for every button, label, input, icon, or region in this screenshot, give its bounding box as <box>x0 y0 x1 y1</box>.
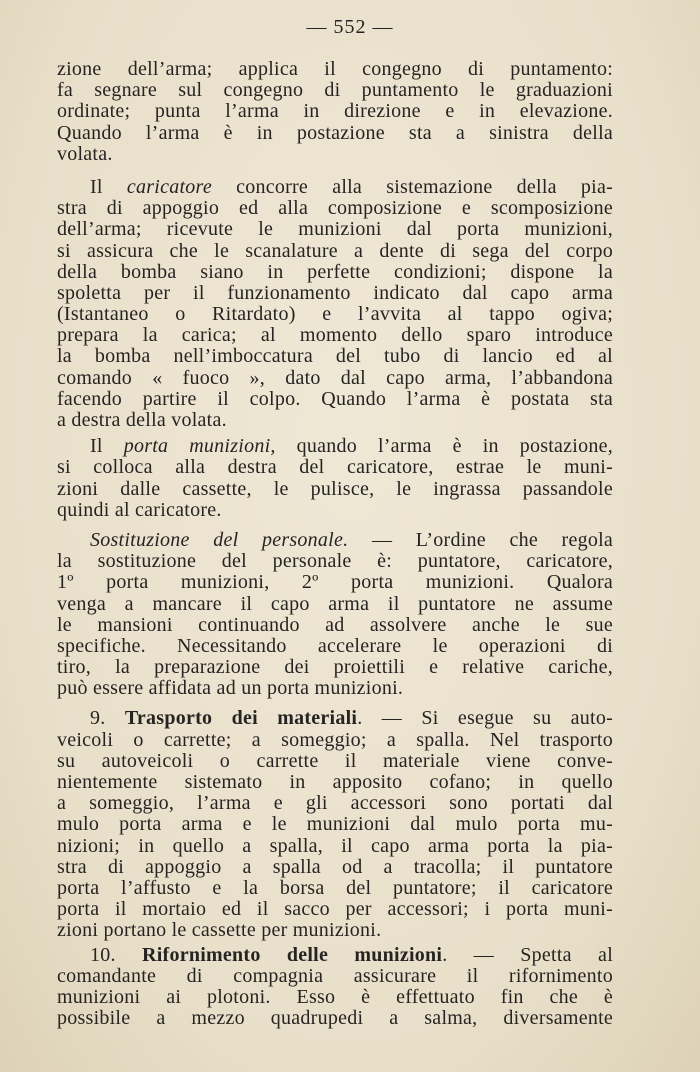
text-line <box>57 793 613 814</box>
text-segment: porta il mortaio ed il sacco per accessori; i porta muni- <box>57 899 613 921</box>
text-segment: 10. <box>90 944 143 966</box>
paragraph <box>57 177 613 431</box>
text-line <box>57 101 613 122</box>
text-line <box>57 878 613 899</box>
text-segment: la sostituzione del personale è: puntatore, caricatore, <box>57 551 613 573</box>
text-segment: zione dell’arma; applica il congegno di puntamento: <box>57 59 613 80</box>
text-segment: volata. <box>57 143 113 165</box>
text-line <box>57 836 613 857</box>
text-segment: la bomba nell’imboccatura del tubo di lancio ed al <box>57 346 613 368</box>
text-line <box>57 530 613 551</box>
text-segment: della bomba siano in perfette condizioni; dispone la <box>57 261 613 283</box>
text-segment: zioni dalle cassette, le pulisce, le ingrassa passandole <box>57 478 613 500</box>
text-line <box>57 457 613 478</box>
text-line <box>57 123 613 144</box>
text-line <box>57 346 613 367</box>
text-line <box>57 436 613 457</box>
text-segment: dell’arma; ricevute le munizioni dal porta munizioni, <box>57 219 613 241</box>
paragraph <box>57 530 613 700</box>
text-line <box>57 410 613 431</box>
text-line <box>57 59 613 80</box>
text-line <box>57 730 613 751</box>
italic-text: Sostituzione del personale. <box>90 529 349 551</box>
text-segment: ordinate; punta l’arma in direzione e in elevazione. <box>57 101 613 123</box>
text-line <box>57 177 613 198</box>
text-line <box>57 945 613 966</box>
text-line <box>57 219 613 240</box>
paragraph <box>57 436 613 521</box>
text-segment: può essere affidata ad un porta munizioni. <box>57 678 404 700</box>
text-segment: Il <box>90 436 124 458</box>
text-line <box>57 144 613 165</box>
text-segment: venga a mancare il capo arma il puntatore ne assume <box>57 593 613 615</box>
text-line <box>57 987 613 1008</box>
italic-text: caricatore <box>126 176 212 198</box>
text-segment: Il <box>90 176 127 198</box>
text-line <box>57 1008 613 1029</box>
text-line <box>57 857 613 878</box>
text-line <box>57 368 613 389</box>
paragraph <box>57 708 613 941</box>
text-segment: possibile a mezzo quadrupedi a salma, diversamente <box>57 1008 613 1030</box>
text-line <box>57 80 613 101</box>
text-line <box>57 966 613 987</box>
text-segment: . — Si esegue su auto- <box>357 708 613 730</box>
text-line <box>57 241 613 262</box>
bold-heading: Trasporto dei materiali <box>124 708 358 730</box>
paragraph <box>57 945 613 1030</box>
text-line <box>57 325 613 346</box>
text-segment: 9. <box>90 708 125 730</box>
text-line <box>57 708 613 729</box>
text-segment: si colloca alla destra del caricatore, estrae le muni- <box>57 457 613 479</box>
text-line <box>57 572 613 593</box>
text-segment: quindi al caricatore. <box>57 499 222 521</box>
text-line <box>57 615 613 636</box>
text-segment: comandante di compagnia assicurare il rifornimento <box>57 965 613 987</box>
italic-text: porta munizioni, <box>123 436 276 458</box>
text-line <box>57 262 613 283</box>
bold-heading: Rifornimento delle munizioni <box>142 944 443 966</box>
text-segment: mulo porta arma e le munizioni dal mulo porta mu- <box>57 814 613 836</box>
paragraph <box>57 59 613 165</box>
text-segment: a someggio, l’arma e gli accessori sono portati dal <box>57 793 613 815</box>
text-line <box>57 198 613 219</box>
text-segment: concorre alla sistemazione della pia- <box>211 176 613 198</box>
text-segment: Quando l’arma è in postazione sta a sinistra della <box>57 122 613 144</box>
text-line <box>57 657 613 678</box>
text-segment: le mansioni continuando ad assolvere anche le sue <box>57 614 613 636</box>
text-segment: 1º porta munizioni, 2º porta munizioni. Qualora <box>57 572 613 594</box>
text-segment: si assicura che le scanalature a dente di sega del corpo <box>57 240 613 262</box>
text-segment: fa segnare sul congegno di puntamento le graduazioni <box>57 80 613 102</box>
text-line <box>57 636 613 657</box>
text-segment: veicoli o carrette; a someggio; a spalla. Nel trasporto <box>57 729 613 751</box>
text-line <box>57 899 613 920</box>
text-segment: quando l’arma è in postazione, <box>275 436 613 458</box>
text-segment: — L’ordine che regola <box>348 529 613 551</box>
text-segment: su autoveicoli o carrette il materiale viene conve- <box>57 750 613 772</box>
text-line <box>57 920 613 941</box>
text-segment: (Istantaneo o Ritardato) e l’avvita al tappo ogiva; <box>57 304 613 326</box>
text-segment: specifiche. Necessitando accelerare le operazioni di <box>57 635 613 657</box>
text-line <box>57 678 613 699</box>
text-segment: zioni portano le cassette per munizioni. <box>57 920 382 942</box>
text-line <box>57 772 613 793</box>
text-segment: facendo partire il colpo. Quando l’arma è postata sta <box>57 388 613 410</box>
text-segment: spoletta per il funzionamento indicato dal capo arma <box>57 282 613 304</box>
text-line <box>57 594 613 615</box>
page-body <box>57 59 613 1029</box>
text-segment: porta l’affusto e la borsa del puntatore; il caricatore <box>57 877 613 899</box>
text-segment: tiro, la preparazione dei proiettili e relative cariche, <box>57 657 613 679</box>
text-segment: stra di appoggio ed alla composizione e scomposizione <box>57 198 613 220</box>
page-number: — 552 — <box>306 16 394 38</box>
text-segment: . — Spetta al <box>442 944 613 966</box>
text-line <box>57 551 613 572</box>
text-segment: nizioni; in quello a spalla, il capo arma porta la pia- <box>57 835 613 857</box>
text-segment: a destra della volata. <box>57 410 227 431</box>
text-segment: comando « fuoco », dato dal capo arma, l’abbandona <box>57 367 613 389</box>
text-line <box>57 500 613 521</box>
text-line <box>57 283 613 304</box>
text-segment: munizioni ai plotoni. Esso è effettuato fin che è <box>57 986 613 1008</box>
text-line <box>57 479 613 500</box>
text-line <box>57 751 613 772</box>
text-segment: stra di appoggio a spalla od a tracolla; il puntatore <box>57 856 613 878</box>
text-segment: nientemente sistemato in apposito cofano; in quello <box>57 772 613 793</box>
text-line <box>57 389 613 410</box>
text-segment: prepara la carica; al momento dello sparo introduce <box>57 325 613 347</box>
text-line <box>57 814 613 835</box>
text-line <box>57 304 613 325</box>
